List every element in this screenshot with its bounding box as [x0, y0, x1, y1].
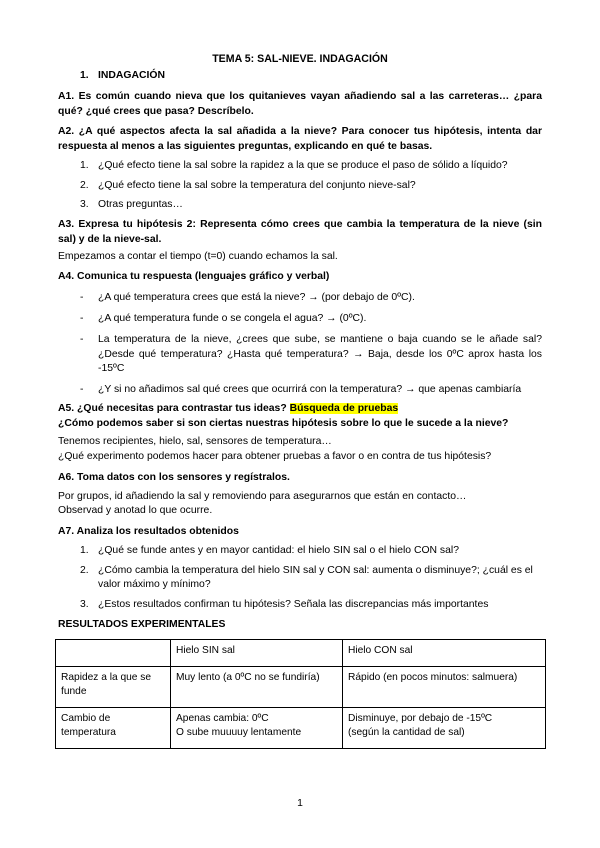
page-number: 1: [297, 798, 303, 809]
table-cell: Muy lento (a 0ºC no se fundiría): [171, 666, 343, 707]
question-a4: A4. Comunica tu respuesta (lenguajes gráfico y verbal): [58, 271, 330, 283]
list-item: - ¿Y si no añadimos sal qué crees que ocurrirá con la temperatura? → que apenas cambiaría: [80, 384, 522, 396]
section-heading: [80, 69, 542, 84]
section-number: 1.: [80, 70, 89, 82]
list-item: 2. ¿Cómo cambia la temperatura del hielo SIN sal y CON sal: aumenta o disminuye?; ¿cuál es el valor máximo y mínimo?: [80, 564, 533, 591]
table-cell: Disminuye, por debajo de -15ºC (según la cantidad de sal): [343, 707, 546, 748]
table-cell: Apenas cambia: 0ºC O sube muuuuy lentamente: [171, 707, 343, 748]
table-header-cell: Hielo SIN sal: [171, 639, 343, 666]
results-title: RESULTADOS EXPERIMENTALES: [58, 619, 226, 630]
list-item: 3. ¿Estos resultados confirman tu hipótesis? Señala las discrepancias más importantes: [80, 599, 489, 611]
table-header-cell: Hielo CON sal: [343, 639, 546, 666]
list-item: 2. ¿Qué efecto tiene la sal sobre la temperatura del conjunto nieve-sal?: [80, 179, 416, 191]
table-header-row: [56, 639, 546, 666]
question-a2: A2. ¿A qué aspectos afecta la sal añadida a la nieve? Para conocer tus hipótesis, intenta dar respuesta al menos a las siguientes preguntas, explicando en qué te basas.: [58, 126, 542, 153]
table-cell: Rápido (en pocos minutos: salmuera): [343, 666, 546, 707]
a4-list: [58, 291, 542, 398]
question-a5: A5. ¿Qué necesitas para contrastar tus ideas? Búsqueda de pruebas: [58, 402, 399, 414]
a3-text: Empezamos a contar el tiempo (t=0) cuando echamos la sal.: [58, 250, 338, 262]
question-a7: A7. Analiza los resultados obtenidos: [58, 526, 239, 538]
table-row: [56, 666, 546, 707]
a6-text-2: Observad y anotad lo que ocurre.: [58, 505, 213, 517]
question-a6: A6. Toma datos con los sensores y regístralos.: [58, 471, 290, 483]
question-a3: A3. Expresa tu hipótesis 2: Representa cómo crees que cambia la temperatura de la nieve (sin sal) y de la nieve-sal.: [58, 219, 542, 245]
a5-text-1: Tenemos recipientes, hielo, sal, sensores de temperatura…: [58, 436, 332, 448]
table-cell: Rapidez a la que se funde: [56, 666, 171, 707]
table-row: [56, 707, 546, 748]
table-cell: Cambio de temperatura: [56, 707, 171, 748]
question-a1: A1. Es común cuando nieva que los quitanieves vayan añadiendo sal a las carreteras… ¿para qué? ¿qué crees que pasa? Descríbelo.: [58, 90, 542, 117]
list-item: - ¿A qué temperatura funde o se congela el agua? → (0ºC).: [80, 312, 367, 324]
section-label: INDAGACIÓN: [98, 70, 165, 82]
a7-list: [58, 544, 542, 613]
highlighted-text: Búsqueda de pruebas: [289, 402, 399, 414]
list-item: 1. ¿Qué efecto tiene la sal sobre la rapidez a la que se produce el paso de sólido a líquido?: [80, 159, 508, 171]
a5-text-2: ¿Qué experimento podemos hacer para obtener pruebas a favor o en contra de tus hipótesis?: [58, 451, 492, 463]
list-item: 3. Otras preguntas…: [80, 199, 183, 211]
list-item: 1. ¿Qué se funde antes y en mayor cantidad: el hielo SIN sal o el hielo CON sal?: [80, 544, 459, 556]
a6-text-1: Por grupos, id añadiendo la sal y removiendo para asegurarnos que están en contacto…: [58, 490, 467, 502]
list-item: - ¿A qué temperatura crees que está la nieve? → (por debajo de 0ºC).: [80, 292, 415, 304]
table-header-cell: [56, 639, 171, 666]
document-page: [58, 52, 542, 749]
results-table: [55, 639, 546, 749]
a2-list: [58, 159, 542, 213]
page-title: TEMA 5: SAL-NIEVE. INDAGACIÓN: [212, 53, 388, 65]
list-item: - La temperatura de la nieve, ¿crees que sube, se mantiene o baja cuando se le añade sal? ¿Desde qué temperatura? ¿Hasta qué temperatura? → Baja, desde los 0ºC aprox hasta los -15ºC: [80, 333, 542, 375]
question-a5-sub: ¿Cómo podemos saber si son ciertas nuestras hipótesis sobre lo que le sucede a la nieve?: [58, 417, 509, 429]
